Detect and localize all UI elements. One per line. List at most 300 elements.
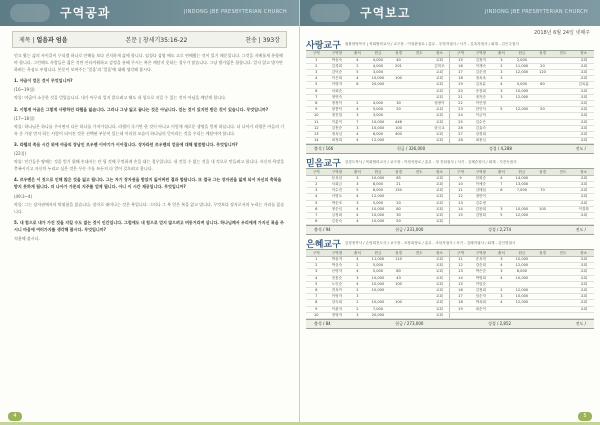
- sermon-hymn: 찬송 | 393장: [245, 37, 280, 44]
- table-cell: 김봉순: [327, 125, 348, 131]
- table-cell: 교회: [429, 219, 450, 225]
- lesson-question: 2. 이렇게 아곱은 그렇게 사랑하던 라헬을 잃습니다. 그러나 그냥 잃고 끝나는 것은 아닙니다. 얻는 것이 있지만 받은 것이 있습니다. 무엇입니까?: [14, 106, 269, 112]
- table-cell: 4: [491, 263, 512, 269]
- table-cell: 김효숙: [471, 125, 492, 131]
- table-cell: 13,000: [512, 182, 533, 188]
- table-cell: 6: [306, 88, 327, 94]
- column-header: 장소: [573, 51, 594, 57]
- column-header: 출석: [491, 51, 512, 57]
- table-cell: 김경희: [327, 63, 348, 69]
- table-cell: 20: [450, 88, 471, 94]
- table-cell: [388, 138, 409, 144]
- table-cell: 65: [388, 175, 409, 181]
- table-cell: 교회: [573, 306, 594, 312]
- table-cell: 10,000: [368, 281, 389, 287]
- table-cell: 12,000: [512, 69, 533, 75]
- table-cell: 5: [491, 107, 512, 113]
- table-cell: 정순임: [327, 206, 348, 212]
- column-header: 헌금: [512, 51, 533, 57]
- table-cell: 12,000: [368, 138, 389, 144]
- region-name: 믿음교구: [306, 158, 341, 169]
- column-header: 장소: [573, 169, 594, 175]
- table-cell: 6: [347, 82, 368, 88]
- table-cell: 이재숙: [471, 63, 492, 69]
- table-cell: 15: [450, 57, 471, 63]
- lesson-question: 3. 라헬의 죽음 시간 위에 야곱의 장남인 르우벤 이야기가 이어집니다. 장자라던 르우벤의 얻음에 대해 말씀합니다. 무엇입니까?: [14, 141, 238, 147]
- table-cell: 이금덕: [471, 113, 492, 119]
- table-cell: 차희순: [327, 88, 348, 94]
- table-cell: 교회: [429, 256, 450, 262]
- table-cell: 4: [347, 138, 368, 144]
- table-cell: 3: [491, 294, 512, 300]
- table-cell: [491, 312, 512, 318]
- column-header: 헌금: [368, 51, 389, 57]
- table-cell: 박옥희: [471, 300, 492, 306]
- table-cell: 22: [450, 100, 471, 106]
- table-cell: 교회: [429, 300, 450, 306]
- table-cell: 교회: [573, 263, 594, 269]
- table-cell: 교회: [573, 88, 594, 94]
- header-decoration: [310, 4, 350, 22]
- table-cell: 교회: [429, 175, 450, 181]
- table-cell: 교회: [429, 312, 450, 318]
- table-cell: 송옥자: [471, 256, 492, 262]
- table-cell: 교회: [429, 294, 450, 300]
- table-cell: 2: [347, 63, 368, 69]
- church-name: JINDONG JBE PRESBYTERIAN CHURCH: [485, 9, 588, 15]
- summary-ev: 전도 /: [575, 146, 586, 152]
- table-cell: 교회: [573, 287, 594, 293]
- table-cell: 18: [450, 300, 471, 306]
- table-cell: 4: [491, 82, 512, 88]
- region-staff: 김경정목사 / 손영희전도사 / 교구장 - 조장희장로 / 총무 - 조삼자권사 / 서기 - 김혜자권사 / 회계 - 김인영권사: [344, 240, 516, 245]
- lesson-answer: 약물: 야곱이 소중한 것을 얻었습니다. 내가 아무리 얼지 않으려고 해도 내 힘으로 지킬 수 있는 것이 아님을 깨닫게 합니다.: [14, 95, 227, 101]
- table-cell: [450, 312, 471, 318]
- table-cell: 김정희: [471, 287, 492, 293]
- table-cell: 박윤숙: [327, 57, 348, 63]
- table-cell: 정연숙: [327, 94, 348, 100]
- table-cell: 7,000: [512, 188, 533, 194]
- table-cell: 교회: [573, 213, 594, 219]
- table-row: [306, 312, 594, 318]
- table-cell: 교회: [573, 125, 594, 131]
- table-cell: 7,000: [368, 306, 389, 312]
- table-cell: 100: [388, 300, 409, 306]
- region-summary: [306, 225, 594, 235]
- table-cell: 2: [491, 63, 512, 69]
- table-cell: 100: [388, 76, 409, 82]
- table-cell: 정자순: [471, 94, 492, 100]
- table-cell: 5,000: [368, 107, 389, 113]
- summary-money: 헌금 / 326,000: [396, 146, 426, 152]
- table-cell: 이예순: [471, 182, 492, 188]
- table-cell: 3: [491, 269, 512, 275]
- table-cell: 10: [450, 182, 471, 188]
- table-cell: 18: [450, 76, 471, 82]
- table-cell: 15: [450, 281, 471, 287]
- table-cell: 김정자: [471, 57, 492, 63]
- table-cell: 교회: [429, 131, 450, 137]
- table-cell: 5: [347, 69, 368, 75]
- column-header: 장소: [429, 250, 450, 256]
- table-cell: 박은순: [471, 269, 492, 275]
- table-cell: 2: [347, 306, 368, 312]
- table-cell: 교회: [573, 300, 594, 306]
- table-cell: 김수은: [471, 119, 492, 125]
- table-cell: 25: [450, 119, 471, 125]
- table-cell: 4: [347, 194, 368, 200]
- table-cell: 이은희: [327, 76, 348, 82]
- table-cell: 3: [347, 113, 368, 119]
- table-cell: 장봉덕: [327, 107, 348, 113]
- table-cell: 교회: [429, 119, 450, 125]
- table-cell: 17: [450, 69, 471, 75]
- table-cell: 100: [532, 206, 553, 212]
- table-cell: [553, 219, 574, 225]
- column-header: 구역: [450, 169, 471, 175]
- lesson-sections: [14, 77, 285, 242]
- table-cell: 교회: [429, 206, 450, 212]
- table-cell: 12: [450, 263, 471, 269]
- table-cell: 2: [347, 100, 368, 106]
- summary-money: 헌금 / 231,000: [395, 227, 424, 233]
- lesson-intro: 믿고 왔는 삶의 사이클이 무리겠 하나로 안해를 보다 진지하게 삶에 합니다. 임성다 삼쌍 배도 고로 연해왔는 것이 있기 때문입니다. 그것을 지배톨게 통합해야 합니다. 그런해도 사람들은 젊은 것만 안타까워하고 감정을 통해 주시는 복은 깨닫지 못하는 경우가 많습니다. 그냥 방가없은 합합니다. 얼지 않고 방가만 하려는 욕심도 부렵니다. 본문이 보여주는 '얼음'과 '얼음'에 대해 생각해 봅시다.: [14, 53, 283, 73]
- table-cell: 정영자: [327, 312, 348, 318]
- table-cell: 5: [306, 82, 327, 88]
- table-cell: 10: [306, 113, 327, 119]
- table-cell: 27: [450, 131, 471, 137]
- table-cell: 교회: [429, 82, 450, 88]
- table-cell: 교회: [573, 131, 594, 137]
- table-cell: 12: [450, 194, 471, 200]
- region-header: [306, 38, 594, 51]
- table-cell: [532, 219, 553, 225]
- table-cell: 100: [388, 125, 409, 131]
- region-report: [306, 237, 594, 329]
- table-cell: 이인영: [471, 100, 492, 106]
- region-staff: 권찰담당목사 | 목회협력교사 / 교구장 - 이성완장로 / 총무 - 우영자권사 / 서기 - 김옥자집사 / 회계 - 김은주집사: [344, 41, 519, 46]
- table-cell: 박심숙: [327, 263, 348, 269]
- table-cell: 10,000: [368, 76, 389, 82]
- sermon-prefix: 제목 |: [19, 37, 37, 44]
- column-header: 전도: [553, 250, 574, 256]
- column-header: 전도: [553, 51, 574, 57]
- table-cell: 3,000: [368, 113, 389, 119]
- table-cell: 400: [388, 131, 409, 137]
- table-cell: [553, 138, 574, 144]
- table-cell: 12,000: [512, 94, 533, 100]
- table-cell: 교회: [429, 263, 450, 269]
- table-cell: 교회: [429, 281, 450, 287]
- table-cell: 김순점: [471, 69, 492, 75]
- table-cell: 7: [347, 119, 368, 125]
- table-cell: 교회: [429, 88, 450, 94]
- lesson-ref: (16~19절): [14, 87, 35, 93]
- table-cell: 10,000: [368, 287, 389, 293]
- table-cell: 5: [306, 281, 327, 287]
- table-cell: 서영오: [327, 194, 348, 200]
- table-cell: 11: [450, 256, 471, 262]
- column-header: 장소: [573, 250, 594, 256]
- table-cell: 교회: [573, 69, 594, 75]
- column-header: 전도: [409, 169, 430, 175]
- table-cell: 10,000: [512, 294, 533, 300]
- table-cell: 12,000: [368, 194, 389, 200]
- table-cell: 19: [450, 306, 471, 312]
- column-header: 출석: [491, 169, 512, 175]
- table-cell: 박영희: [471, 275, 492, 281]
- table-cell: 3: [491, 206, 512, 212]
- table-cell: 김덕순: [327, 69, 348, 75]
- table-cell: [512, 312, 533, 318]
- table-cell: 10,000: [368, 219, 389, 225]
- table-cell: 전옥이: [327, 287, 348, 293]
- table-cell: 3: [347, 312, 368, 318]
- table-cell: 5,000: [368, 263, 389, 269]
- sermon-ref: 본문 | 창세기35:16-22: [125, 37, 188, 44]
- table-cell: 교회: [573, 113, 594, 119]
- table-cell: 13: [450, 200, 471, 206]
- table-cell: 10,000: [512, 256, 533, 262]
- column-header: 헌금: [512, 169, 533, 175]
- table-cell: 11,000: [512, 63, 533, 69]
- column-header: 구역장: [471, 51, 492, 57]
- table-cell: 교회: [573, 119, 594, 125]
- table-cell: 10,000: [368, 275, 389, 281]
- table-cell: 이경화: [573, 206, 594, 212]
- table-cell: 교회: [573, 256, 594, 262]
- table-cell: 교회: [573, 63, 594, 69]
- right-header: [300, 0, 600, 26]
- right-page: [300, 0, 600, 425]
- table-cell: 교회: [573, 175, 594, 181]
- table-cell: 8: [306, 219, 327, 225]
- table-cell: 교회: [573, 100, 594, 106]
- lesson-answer: 적용해 봅시다.: [14, 235, 40, 241]
- table-cell: 60: [532, 82, 553, 88]
- table-cell: [532, 312, 553, 318]
- column-header: 전도: [553, 169, 574, 175]
- table-cell: 8,000: [368, 188, 389, 194]
- table-cell: 4: [306, 194, 327, 200]
- table-cell: 16: [450, 287, 471, 293]
- table-cell: 6: [491, 188, 512, 194]
- table-cell: [450, 219, 471, 225]
- table-cell: 24: [450, 113, 471, 119]
- table-cell: 7: [306, 94, 327, 100]
- table-cell: 10,000: [512, 88, 533, 94]
- table-cell: 교회: [573, 294, 594, 300]
- table-cell: 20: [532, 63, 553, 69]
- table-cell: 6: [306, 206, 327, 212]
- table-cell: 3: [347, 175, 368, 181]
- column-header: 헌금: [512, 250, 533, 256]
- table-cell: 9: [306, 306, 327, 312]
- table-cell: 28: [450, 138, 471, 144]
- table-cell: 4,000: [368, 100, 389, 106]
- table-cell: 교회: [429, 182, 450, 188]
- table-cell: 20: [388, 107, 409, 113]
- table-cell: 11: [450, 188, 471, 194]
- table-cell: 10,000: [512, 275, 533, 281]
- table-cell: 12,000: [512, 263, 533, 269]
- table-cell: 교회: [429, 287, 450, 293]
- table-cell: 김옥분: [573, 82, 594, 88]
- table-cell: 교회: [429, 194, 450, 200]
- table-cell: 5,000: [512, 82, 533, 88]
- table-cell: 7: [306, 294, 327, 300]
- table-cell: 4: [347, 256, 368, 262]
- table-cell: [409, 312, 430, 318]
- table-cell: 4,000: [368, 63, 389, 69]
- lesson-body: [14, 52, 285, 242]
- table-cell: 5,000: [368, 269, 389, 275]
- table-cell: 21: [388, 182, 409, 188]
- table-cell: 정옥옥: [471, 76, 492, 82]
- table-cell: 한인석: [471, 107, 492, 113]
- summary-ev: 전도 /: [575, 227, 586, 233]
- table-cell: [512, 219, 533, 225]
- table-cell: 4: [347, 76, 368, 82]
- table-cell: 교회: [429, 94, 450, 100]
- table-cell: 150: [388, 188, 409, 194]
- table-cell: 강숙희: [327, 300, 348, 306]
- table-cell: 4: [347, 57, 368, 63]
- table-cell: 교회: [429, 213, 450, 219]
- lesson-ref: (49:3~4): [14, 193, 32, 199]
- table-cell: 교회: [429, 113, 450, 119]
- region-summary: [306, 144, 594, 154]
- table-cell: 3: [306, 188, 327, 194]
- table-cell: 한희순: [471, 175, 492, 181]
- table-cell: 12,000: [512, 300, 533, 306]
- table-cell: 3: [491, 69, 512, 75]
- table-cell: 120: [532, 69, 553, 75]
- table-cell: 문옥임: [327, 175, 348, 181]
- table-cell: 2: [306, 263, 327, 269]
- region-name: 사랑교구: [306, 40, 341, 51]
- column-header: 성경: [388, 51, 409, 57]
- table-cell: 2: [491, 287, 512, 293]
- column-header: 출석: [347, 169, 368, 175]
- table-cell: 30: [388, 213, 409, 219]
- page-title: 구역보고: [360, 6, 411, 20]
- table-cell: 4: [347, 131, 368, 137]
- table-cell: [491, 219, 512, 225]
- column-header: 장소: [429, 51, 450, 57]
- table-cell: 2: [347, 263, 368, 269]
- table-cell: 최용심: [471, 138, 492, 144]
- sermon-title: 얼음과 엄음: [36, 37, 68, 44]
- column-header: 출석: [347, 250, 368, 256]
- summary-bible: 성경 / 2,852: [487, 321, 512, 326]
- column-header: 구역장: [327, 169, 348, 175]
- lesson-answer: 약물: 그는 장자권에서의 탁월함을 잃습니다. 장자로 태어나는 것은 복입니다. 그러나 그 복 얻은 복을 잃고 맙니다. 무엇보다 장자로서의 누리는 자리를 잃습니다.: [14, 201, 285, 214]
- page-number: 5: [578, 412, 592, 421]
- column-header: 구역장: [327, 250, 348, 256]
- table-cell: 김옥분: [471, 82, 492, 88]
- table-cell: 교회: [429, 188, 450, 194]
- table-cell: 교회: [429, 69, 450, 75]
- table-cell: 43: [388, 275, 409, 281]
- table-cell: 26: [450, 125, 471, 131]
- church-name: JINDONG JBE PRESBYTERIAN CHURCH: [184, 9, 287, 15]
- table-cell: 교회: [429, 269, 450, 275]
- table-cell: 정정이: [327, 100, 348, 106]
- table-cell: 교회: [429, 306, 450, 312]
- table-cell: 30: [388, 100, 409, 106]
- summary-bible: 성경 / 2,274: [487, 227, 512, 233]
- lesson-ref: (17~18절): [14, 115, 35, 121]
- summary-money: 헌금 / 273,000: [395, 321, 424, 326]
- table-cell: 교회: [573, 182, 594, 188]
- table-cell: 감찬희: [471, 206, 492, 212]
- table-cell: 3: [347, 182, 368, 188]
- table-cell: 김미조: [429, 63, 450, 69]
- column-header: 전도: [409, 250, 430, 256]
- table-cell: 4: [347, 213, 368, 219]
- table-cell: 교회: [573, 188, 594, 194]
- table-cell: 교회: [573, 138, 594, 144]
- table-cell: 4: [306, 76, 327, 82]
- table-cell: 23: [450, 107, 471, 113]
- column-header: 성경: [388, 169, 409, 175]
- table-cell: [573, 312, 594, 318]
- table-cell: 2: [347, 287, 368, 293]
- table-cell: 9: [306, 107, 327, 113]
- table-cell: 10: [306, 312, 327, 318]
- table-cell: [512, 138, 533, 144]
- table-cell: 이영자: [327, 294, 348, 300]
- table-cell: 17: [450, 294, 471, 300]
- table-cell: 정옥심: [327, 131, 348, 137]
- table-cell: 정진열: [327, 113, 348, 119]
- column-header: 출석: [347, 51, 368, 57]
- table-cell: 2: [347, 300, 368, 306]
- table-cell: 12,000: [512, 213, 533, 219]
- table-cell: 8: [306, 100, 327, 106]
- table-cell: 7: [306, 213, 327, 219]
- table-cell: [573, 219, 594, 225]
- column-header: 성경: [532, 51, 553, 57]
- table-cell: [471, 312, 492, 318]
- column-header: 구역: [450, 51, 471, 57]
- column-header: 성경: [532, 169, 553, 175]
- table-cell: 3: [491, 76, 512, 82]
- table-cell: 교회: [573, 57, 594, 63]
- table-cell: 한국교: [429, 125, 450, 131]
- table-cell: 8,000: [368, 182, 389, 188]
- table-cell: [388, 312, 409, 318]
- table-cell: 정만이: [471, 194, 492, 200]
- table-cell: 4: [491, 275, 512, 281]
- column-header: 구역장: [471, 169, 492, 175]
- table-cell: 이말순: [471, 281, 492, 287]
- table-cell: [491, 138, 512, 144]
- column-header: 장소: [429, 169, 450, 175]
- table-cell: 5: [306, 200, 327, 206]
- table-cell: 4: [491, 300, 512, 306]
- region-report: [306, 156, 594, 235]
- page-number: 4: [8, 412, 22, 421]
- table-cell: 10,000: [368, 119, 389, 125]
- region-table: [306, 169, 594, 225]
- table-cell: 10,000: [368, 125, 389, 131]
- table-cell: 6: [306, 287, 327, 293]
- table-cell: 14: [450, 275, 471, 281]
- table-cell: 10,000: [368, 300, 389, 306]
- lesson-ref: (22절): [14, 151, 27, 157]
